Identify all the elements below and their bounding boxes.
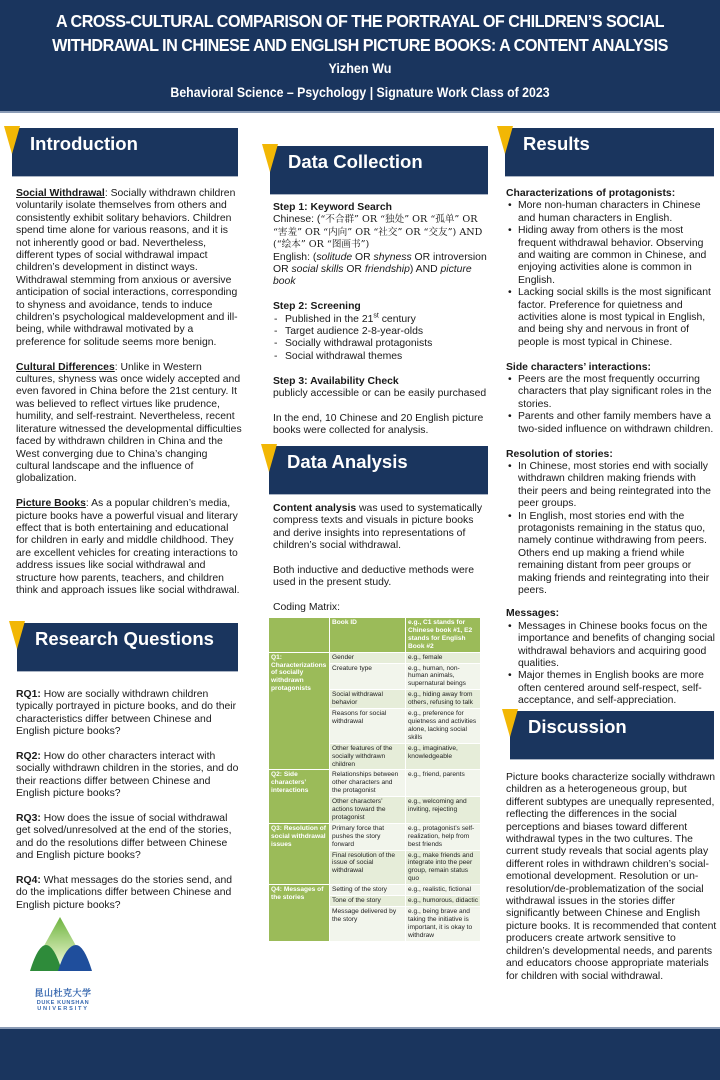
title-line-1: A CROSS-CULTURAL COMPARISON OF THE PORTRAYAL OF CHILDREN’S SOCIAL (55, 11, 665, 31)
section-header-results (505, 128, 714, 176)
t: solitude (316, 251, 353, 263)
results-bullet-list (506, 461, 716, 597)
rq-label: RQ4: (16, 875, 41, 887)
results-bullet: • More non-human characters in Chinese and human characters in English. (506, 200, 716, 225)
section-title: Data Collection (288, 151, 423, 172)
english-keywords (273, 252, 491, 289)
coding-matrix-table (268, 617, 481, 942)
results-subheading: Side characters’ interactions: (506, 361, 651, 373)
intro-paragraph-social-withdrawal (16, 188, 242, 349)
matrix-variable-cell: Setting of the story (330, 885, 406, 896)
results-bullet: • Hiding away from others is the most frequent withdrawal behavior. Observing and waiting are common in Chinese, and enjoying activities alone is common in English. (506, 225, 716, 287)
matrix-variable-cell: Creature type (330, 663, 406, 690)
introduction-body (16, 188, 242, 610)
matrix-question-cell: Q2: Side characters’ interactions (269, 770, 330, 823)
logo-english-name-2: UNIVERSITY (37, 1006, 89, 1012)
section-header-data-analysis (269, 446, 488, 494)
results-subheading: Characterizations of protagonists: (506, 188, 676, 199)
matrix-variable-cell: Primary force that pushes the story forward (330, 823, 406, 850)
matrix-header-cell (269, 618, 330, 653)
data-collection-body (273, 202, 491, 438)
matrix-example-cell: e.g., friend, parents (406, 770, 481, 797)
matrix-example-cell: e.g., preference for quietness and activities alone, lacking social skills (406, 709, 481, 744)
analysis-paragraph-2: Both inductive and deductive methods were used in the present study. (273, 565, 475, 589)
label: Social Withdrawal (16, 188, 105, 199)
rq-item (16, 689, 242, 739)
matrix-example-cell: e.g., welcoming and inviting, rejecting (406, 797, 481, 824)
matrix-row (269, 770, 481, 797)
text: : As a popular children’s media, picture books have a powerful visual and literary effect that is both entertaining and educational for children in early and middle childhood. They are excellent vehicles for creating interactions to address issues like social withdrawal and structure how parents, teachers, and children think and approach issues like social withdrawal. (16, 498, 240, 596)
label: Cultural Differences (16, 361, 115, 373)
university-logo-icon (24, 915, 104, 975)
analysis-paragraph-1 (273, 503, 491, 553)
matrix-variable-cell: Gender (330, 652, 406, 663)
rq-text: How do other characters interact with socially withdrawn children in the stories, and do their reactions differ between Chinese and English picture books? (16, 751, 239, 800)
yellow-triangle-icon (261, 444, 277, 472)
step2-title: Step 2: Screening (273, 301, 361, 313)
matrix-row (269, 652, 481, 663)
t: Content analysis (273, 503, 357, 514)
matrix-variable-cell: Relationships between other characters and the protagonist (330, 770, 406, 797)
t: English: ( (273, 251, 317, 263)
matrix-question-cell: Q3: Resolution of social withdrawal issues (269, 823, 330, 884)
coding-matrix-label: Coding Matrix: (273, 602, 340, 614)
step1-title: Step 1: Keyword Search (273, 202, 392, 213)
results-bullet-list (506, 621, 716, 708)
matrix-example-cell: e.g., protagonist’s self-realization, help from best friends (406, 823, 481, 850)
results-subheading: Messages: (506, 608, 560, 620)
university-logo-text (26, 986, 100, 1012)
matrix-row (269, 823, 481, 850)
matrix-example-cell: e.g., hiding away from others, refusing to talk (406, 690, 481, 709)
section-title: Introduction (30, 133, 138, 154)
matrix-question-cell: Q1: Characterizations of socially withdrawn protagonists (269, 652, 330, 770)
poster-header (0, 0, 720, 113)
affiliation: Behavioral Science – Psychology | Signature Work Class of 2023 (170, 84, 550, 100)
t: shyness (373, 251, 412, 263)
t: friendship (364, 264, 410, 276)
results-bullet: • Lacking social skills is the most significant factor. Preference for quietness and activities alone is most typical in English, and being shy and nervous in front of people is most typical in Chinese. (506, 287, 716, 349)
results-body (506, 188, 716, 720)
section-title: Discussion (528, 716, 627, 737)
matrix-variable-cell: Final resolution of the issue of social withdrawal (330, 850, 406, 885)
t: Published in the 21 (285, 313, 374, 325)
matrix-row (269, 885, 481, 896)
research-questions-body (16, 689, 242, 925)
logo-chinese-name: 昆山杜克大学 (34, 989, 92, 999)
rq-text: What messages do the stories send, and do the implications differ between Chinese and English picture books? (16, 875, 233, 911)
matrix-example-cell: e.g., human, non-human animals, supernatural beings (406, 663, 481, 690)
matrix-example-cell: e.g., imaginative, knowledgeable (406, 743, 481, 770)
yellow-triangle-icon (502, 709, 518, 737)
step3-text: publicly accessible or can be easily purchased (273, 388, 487, 400)
t: OR (352, 251, 374, 263)
results-bullet-list (506, 374, 716, 436)
t: social skills (291, 264, 344, 276)
discussion-body (506, 772, 718, 983)
terms: “不合群” OR “独处” OR “孤单” OR “害羞” OR “内向” OR “社交” OR “交友”) AND (“绘本” OR “图画书”) (273, 214, 483, 251)
matrix-header-row (269, 618, 481, 653)
matrix-example-cell: e.g., make friends and integrate into the peer group, remain status quo (406, 850, 481, 885)
poster-title (25, 9, 695, 57)
chinese-keywords (273, 214, 491, 251)
author-name: Yizhen Wu (328, 60, 392, 76)
t: st (373, 312, 379, 320)
section-header-data-collection (270, 146, 488, 194)
t: century (378, 313, 416, 325)
discussion-text: Picture books characterize socially withdrawn children as a heterogeneous group, but different subtypes are unequally represented, reflecting the differences in the social perceptions and biases toward different withdrawal types in the two cultures. The current study reveals that social agents play different roles in withdrawn children’s social-emotional development. Resolution or un-resolution/de-problematization of the social withdrawal issues in the stories differ significantly between Chinese and English picture books. It is recommended that content producers create artwork sensitive to children’s developmental needs, and parents and educators choose appropriate materials for children with social withdrawal. (506, 772, 717, 982)
yellow-triangle-icon (262, 144, 278, 172)
yellow-triangle-icon (4, 126, 20, 154)
matrix-header-cell: e.g., C1 stands for Chinese book #1, E2 stands for English Book #2 (406, 618, 481, 653)
label: Picture Books (16, 498, 86, 510)
matrix-variable-cell: Message delivered by the story (330, 907, 406, 942)
list-item: - Socially withdrawal protagonists (273, 338, 491, 350)
screening-list (273, 314, 491, 364)
matrix-question-cell: Q4: Messages of the stories (269, 885, 330, 941)
rq-item (16, 813, 242, 863)
matrix-header-cell: Book ID (330, 618, 406, 653)
t: OR introversion OR (273, 251, 487, 276)
t: was used to systematically compress texts and visuals in picture books and derive insights into representations of children’s social withdrawal. (273, 503, 483, 552)
intro-paragraph-picture-books (16, 498, 242, 597)
matrix-variable-cell: Other features of the socially withdrawn children (330, 743, 406, 770)
matrix-variable-cell: Tone of the story (330, 896, 406, 907)
intro-paragraph-cultural-differences (16, 362, 242, 486)
collection-conclusion: In the end, 10 Chinese and 20 English picture books were collected for analysis. (273, 412, 484, 437)
t: ) AND (409, 264, 441, 276)
matrix-example-cell: e.g., realistic, fictional (406, 885, 481, 896)
rq-label: RQ2: (16, 751, 41, 763)
section-title: Research Questions (35, 628, 214, 649)
section-header-introduction (12, 128, 238, 176)
results-bullet: • Peers are the most frequently occurring characters that play significant roles in the stories. (506, 374, 716, 411)
t: OR (343, 264, 365, 276)
results-bullet-list (506, 200, 716, 349)
logo-english-name-1: DUKE KUNSHAN (36, 1000, 90, 1006)
rq-item (16, 751, 242, 801)
list-item (273, 314, 491, 326)
rq-text: How are socially withdrawn children typically portrayed in picture books, and do their characteristics differ between Chinese and English picture books? (16, 689, 237, 738)
matrix-variable-cell: Reasons for social withdrawal (330, 709, 406, 744)
list-item: - Target audience 2-8-year-olds (273, 326, 491, 338)
results-bullet: • In English, most stories end with the protagonists remaining in the status quo, namely continue withdrawing from peers. Others end up making a friend while remaining distant from peer groups or making friends and reintegrating into their peers. (506, 511, 716, 598)
matrix-example-cell: e.g., humorous, didactic (406, 896, 481, 907)
results-bullet: • In Chinese, most stories end with socially withdrawn children making friends with their peers and being reintegrated into the peer groups. (506, 461, 716, 511)
section-title: Results (523, 133, 590, 154)
rq-label: RQ3: (16, 813, 41, 825)
rq-text: How does the issue of social withdrawal get solved/unresolved at the end of the stories, and do the resolutions differ between Chinese and English picture books? (16, 813, 232, 862)
yellow-triangle-icon (9, 621, 25, 649)
text: : Unlike in Western cultures, shyness was once widely accepted and even favored in China before the 21st century. It was believed to reflect virtues like prudence, humility, and self-restraint. Nevertheless, recent literature witnessed the developmental difficulties faced by withdrawn children in China and the West converging due to China’s changing cultural landscape and the influence of globalization. (16, 361, 242, 485)
results-bullet: • Major themes in English books are more often centered around self-respect, self-acceptance, and self-appreciation. (506, 670, 716, 707)
results-subheading: Resolution of stories: (506, 448, 613, 460)
rq-item (16, 875, 242, 912)
matrix-example-cell: e.g., female (406, 652, 481, 663)
data-analysis-body (273, 503, 491, 615)
t: picture book (273, 264, 472, 288)
yellow-triangle-icon (497, 126, 513, 154)
matrix-example-cell: e.g., being brave and taking the initiative is important, it is okay to withdraw (406, 907, 481, 942)
step3-title: Step 3: Availability Check (273, 375, 399, 387)
results-bullet: • Parents and other family members have a two-sided influence on withdrawn children. (506, 411, 716, 436)
title-line-2: WITHDRAWAL IN CHINESE AND ENGLISH PICTURE BOOKS: A CONTENT ANALYSIS (52, 35, 668, 55)
results-bullet: • Messages in Chinese books focus on the importance and benefits of changing social withdrawal behaviors and acquiring good qualities. (506, 621, 716, 671)
label: Chinese: ( (273, 214, 321, 226)
section-title: Data Analysis (287, 451, 408, 472)
section-header-research-questions (17, 623, 238, 671)
matrix-variable-cell: Other characters’ actions toward the protagonist (330, 797, 406, 824)
text: : Socially withdrawn children voluntarily isolate themselves from others and consistently exhibit solitary behaviors. Children spend time alone for various reasons, and it is not inherently good or bad. Nevertheless, different types of social withdrawal impact children’s development in distinct ways. Withdrawal stemming from anxious or aversive anticipation of social interactions, corresponding to shyness and avoidance, tends to induce children’s psychological maldevelopment and ill-being, while withdrawal motivated by a preference for solitude seems more benign. (16, 188, 238, 348)
section-header-discussion (510, 711, 714, 759)
list-item: - Social withdrawal themes (273, 351, 491, 363)
matrix-variable-cell: Social withdrawal behavior (330, 690, 406, 709)
poster-footer (0, 1027, 720, 1080)
rq-label: RQ1: (16, 689, 41, 700)
